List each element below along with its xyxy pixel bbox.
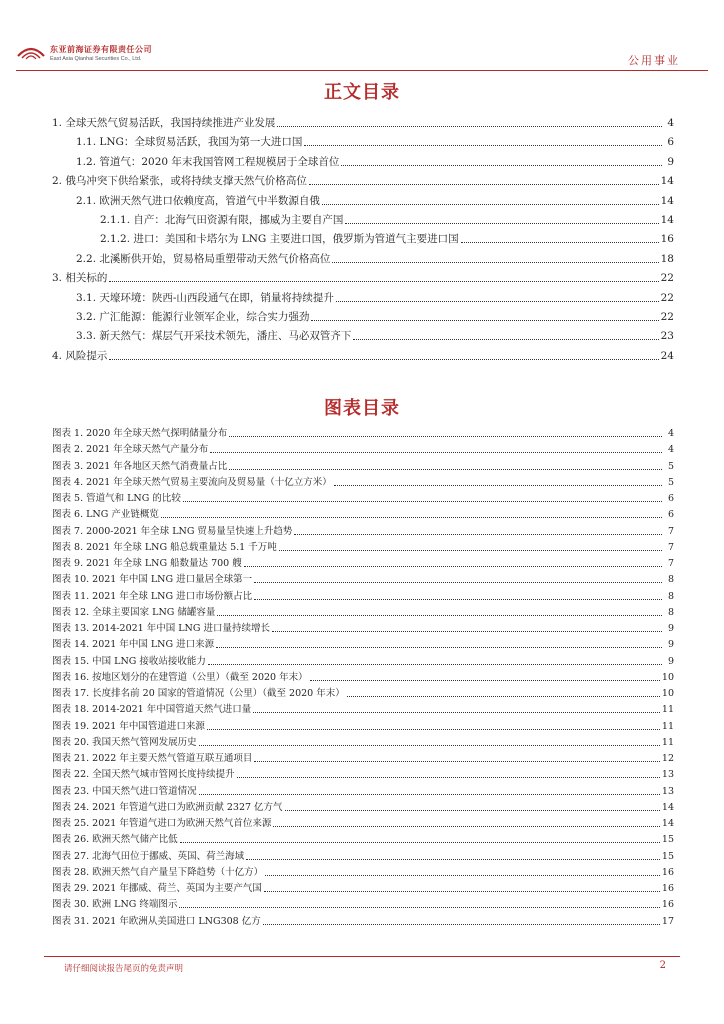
figure-entry-label: 图表 3. 2021 年各地区天然气消费量占比 <box>52 460 228 472</box>
toc-entry-page: 4 <box>667 117 674 129</box>
toc-entry-label: 2.2. 北溪断供开始，贸易格局重塑带动天然气价格高位 <box>76 252 331 265</box>
toc-entry-page: 14 <box>660 214 674 226</box>
toc-entry-label: 1.1. LNG：全球贸易活跃，我国为第一大进口国 <box>76 136 303 149</box>
figure-entry-page: 15 <box>661 850 674 862</box>
figure-leader-dots <box>237 777 660 778</box>
toc-entry-label: 2.1. 欧洲天然气进口依赖度高，管道气中半数源自俄 <box>76 194 320 207</box>
figure-entry-page: 10 <box>661 671 674 683</box>
toc-leader-dots <box>304 145 662 146</box>
toc-entry-page: 16 <box>660 233 674 246</box>
toc-entry-label: 2.1.2. 进口：美国和卡塔尔为 LNG 主要进口国，俄罗斯为管道气主要进口国 <box>100 233 459 246</box>
figure-entry-label: 图表 6. LNG 产业链概览 <box>52 509 159 521</box>
figure-leader-dots <box>264 891 660 892</box>
figure-entry-label: 图表 1. 2020 年全球天然气探明储量分布 <box>52 428 228 439</box>
toc-entry-label: 3.1. 天壕环境：陕西-山西段通气在即，销量将持续提升 <box>76 291 334 304</box>
toc-entry-page: 9 <box>667 155 674 168</box>
figure-entry-label: 图表 16. 按地区划分的在建管道（公里）（截至 2020 年末） <box>52 671 308 683</box>
toc-leader-dots <box>332 262 658 263</box>
figure-entry-page: 9 <box>667 655 674 667</box>
toc-entry-label: 2. 俄乌冲突下供给紧张，或将持续支撑天然气价格高位 <box>52 175 307 188</box>
figure-leader-dots <box>183 501 662 502</box>
toc-entry-page: 18 <box>660 252 674 265</box>
figure-entry-page: 4 <box>667 428 674 439</box>
figure-leader-dots <box>229 469 662 470</box>
figure-leader-dots <box>265 875 660 876</box>
figure-entry-page: 11 <box>661 736 674 748</box>
figure-leader-dots <box>254 582 662 583</box>
toc-entry[interactable] <box>76 190 674 208</box>
brand-name-cn: 东亚前海证券有限责任公司 <box>50 45 152 54</box>
figure-entry-page: 7 <box>667 541 674 553</box>
footer-divider <box>44 956 680 957</box>
figure-entry-label: 图表 17. 长度排名前 20 国家的管道情况（公里）（截至 2020 年末） <box>52 688 345 699</box>
figure-leader-dots <box>254 599 662 600</box>
figure-entry-label: 图表 5. 管道气和 LNG 的比较 <box>52 493 181 504</box>
figure-entry-page: 17 <box>661 915 674 927</box>
figure-entry-label: 图表 22. 全国天然气城市管网长度持续提升 <box>52 769 235 781</box>
figure-entry-label: 图表 10. 2021 年中国 LNG 进口量居全球第一 <box>52 574 253 586</box>
toc-entry[interactable] <box>76 325 674 343</box>
figure-entry-label: 图表 19. 2021 年中国管道进口来源 <box>52 720 205 732</box>
figure-entry-label: 图表 23. 中国天然气进口管道情况 <box>52 785 197 797</box>
figure-entry-page: 13 <box>661 769 674 781</box>
toc-leader-dots <box>345 223 658 224</box>
figure-entry-label: 图表 11. 2021 年全球 LNG 进口市场份额占比 <box>52 590 253 602</box>
figure-leader-dots <box>334 485 662 486</box>
figure-leader-dots <box>294 534 662 535</box>
figure-entry-page: 6 <box>667 493 674 504</box>
figure-leader-dots <box>216 647 662 648</box>
toc-entry[interactable] <box>100 228 674 246</box>
toc-entry[interactable] <box>76 151 674 169</box>
figure-leader-dots <box>199 745 660 746</box>
figure-leader-dots <box>310 680 660 681</box>
section-tag: 公用事业 <box>628 54 680 67</box>
toc-entry-page: 14 <box>660 194 674 207</box>
figure-leader-dots <box>207 729 660 730</box>
figure-leader-dots <box>217 615 662 616</box>
figure-entry-label: 图表 4. 2021 年全球天然气贸易主要流向及贸易量（十亿立方米） <box>52 476 332 488</box>
figure-entry-page: 11 <box>661 704 674 716</box>
figure-entry-label: 图表 2. 2021 年全球天然气产量分布 <box>52 444 209 456</box>
figure-entry-page: 13 <box>661 785 674 797</box>
figure-leader-dots <box>244 566 662 567</box>
toc-leader-dots <box>309 184 659 185</box>
toc-entry[interactable] <box>76 287 674 305</box>
toc-leader-dots <box>353 339 658 340</box>
page-header <box>0 0 724 72</box>
figure-entry-page: 8 <box>667 590 674 602</box>
figure-leader-dots <box>347 696 660 697</box>
toc-leader-dots <box>109 359 658 360</box>
figure-leader-dots <box>254 761 660 762</box>
figure-entry-label: 图表 8. 2021 年全球 LNG 船总载重量达 5.1 千万吨 <box>52 541 277 553</box>
figure-entry-page: 6 <box>667 509 674 521</box>
figure-entry-label: 图表 14. 2021 年中国 LNG 进口来源 <box>52 639 215 651</box>
figure-leader-dots <box>180 842 660 843</box>
figure-entry-label: 图表 18. 2014-2021 年中国管道天然气进口量 <box>52 704 252 716</box>
toc-entry-page: 24 <box>660 349 674 362</box>
toc-entry[interactable] <box>52 112 674 130</box>
figure-entry-label: 图表 12. 全球主要国家 LNG 储罐容量 <box>52 606 216 618</box>
figure-leader-dots <box>279 550 662 551</box>
figure-entry-page: 8 <box>667 606 674 618</box>
figure-leader-dots <box>161 517 662 518</box>
figure-entry-page: 5 <box>667 460 674 472</box>
figure-entry-page: 7 <box>667 525 674 537</box>
toc-entry-label: 3.3. 新天然气：煤层气开采技术领先，潘庄、马必双管齐下 <box>76 330 352 343</box>
figure-entry-label: 图表 29. 2021 年挪威、荷兰、英国为主要产气国 <box>52 883 262 894</box>
toc-leader-dots <box>461 242 659 243</box>
toc-entry-page: 6 <box>667 136 674 149</box>
figure-entry-page: 12 <box>661 753 674 764</box>
toc-leader-dots <box>109 281 658 282</box>
figure-entry-page: 16 <box>661 883 674 894</box>
toc-leader-dots <box>341 165 662 166</box>
figure-leader-dots <box>179 907 660 908</box>
toc-entry[interactable] <box>52 345 674 363</box>
figure-entry-page: 16 <box>661 866 674 878</box>
figure-leader-dots <box>263 924 660 925</box>
disclaimer-text: 请仔细阅读报告尾页的免责声明 <box>64 964 184 974</box>
figure-entry-label: 图表 28. 欧洲天然气自产量呈下降趋势（十亿方） <box>52 866 264 878</box>
toc-entry-page: 22 <box>660 311 674 323</box>
figure-leader-dots <box>272 631 662 632</box>
figure-entry-page: 8 <box>667 574 674 586</box>
toc-leader-dots <box>311 320 658 321</box>
header-divider <box>16 70 708 71</box>
toc-entry-label: 1.2. 管道气：2020 年末我国管网工程规模居于全球首位 <box>76 155 340 168</box>
company-logo-icon <box>16 40 46 62</box>
toc-entry-label: 3. 相关标的 <box>52 272 108 285</box>
toc-entry-page: 23 <box>660 330 674 343</box>
figure-entry-label: 图表 7. 2000-2021 年全球 LNG 贸易量呈快速上升趋势 <box>52 525 293 537</box>
figure-entry-page: 9 <box>667 639 674 651</box>
figure-entry-page: 11 <box>661 720 674 732</box>
figure-leader-dots <box>199 794 660 795</box>
toc-leader-dots <box>322 204 659 205</box>
figure-entry-page: 16 <box>661 899 674 911</box>
figure-entry-label: 图表 15. 中国 LNG 接收站接收能力 <box>52 655 206 667</box>
figure-entry-page: 4 <box>667 444 674 456</box>
figure-entry-label: 图表 27. 北海气田位于挪威、英国、荷兰海域 <box>52 850 245 862</box>
toc-entry[interactable] <box>76 306 674 324</box>
toc-entry[interactable] <box>52 267 674 285</box>
figure-entry-page: 15 <box>661 834 674 846</box>
toc-title: 正文目录 <box>324 82 400 103</box>
toc-entry[interactable] <box>52 170 674 188</box>
figure-entry-label: 图表 13. 2014-2021 年中国 LNG 进口量持续增长 <box>52 623 270 634</box>
figures-title: 图表目录 <box>324 398 400 419</box>
toc-leader-dots <box>336 301 659 302</box>
toc-entry-label: 1. 全球天然气贸易活跃，我国持续推进产业发展 <box>52 117 276 129</box>
figure-leader-dots <box>285 810 660 811</box>
brand-name-en: East Asia Qianhai Securities Co., Ltd. <box>50 56 142 62</box>
toc-entry[interactable] <box>100 209 674 227</box>
figure-leader-dots <box>210 452 662 453</box>
figure-entry-page: 5 <box>667 476 674 488</box>
figure-entry-page: 10 <box>661 688 674 699</box>
figure-entry-label: 图表 21. 2022 年主要天然气管道互联互通项目 <box>52 753 253 764</box>
figure-entry[interactable] <box>52 910 674 928</box>
toc-entry[interactable] <box>76 131 674 149</box>
figure-leader-dots <box>253 712 660 713</box>
figure-leader-dots <box>208 664 662 665</box>
toc-entry-label: 3.2. 广汇能源：能源行业领军企业，综合实力强劲 <box>76 311 310 323</box>
toc-entry-label: 4. 风险提示 <box>52 349 108 362</box>
figure-entry-label: 图表 30. 欧洲 LNG 终端图示 <box>52 899 178 911</box>
toc-entry[interactable] <box>76 248 674 266</box>
figure-leader-dots <box>229 436 662 437</box>
figure-entry-page: 14 <box>661 801 674 813</box>
figure-entry-label: 图表 25. 2021 年管道气进口为欧洲天然气首位来源 <box>52 818 272 829</box>
toc-entry-page: 14 <box>660 175 674 188</box>
figure-entry-page: 9 <box>667 623 674 634</box>
toc-leader-dots <box>277 126 662 127</box>
toc-entry-label: 2.1.1. 自产：北海气田资源有限，挪威为主要自产国 <box>100 214 344 226</box>
page-number: 2 <box>659 960 666 971</box>
figure-entry-label: 图表 31. 2021 年欧洲从美国进口 LNG308 亿方 <box>52 915 261 927</box>
figure-entry-label: 图表 24. 2021 年管道气进口为欧洲贡献 2327 亿方气 <box>52 801 283 813</box>
figure-leader-dots <box>246 859 660 860</box>
figure-entry-label: 图表 26. 欧洲天然气储产比低 <box>52 834 178 846</box>
figure-entry-label: 图表 9. 2021 年全球 LNG 船数量达 700 艘 <box>52 558 242 569</box>
figure-leader-dots <box>273 826 660 827</box>
figure-entry-label: 图表 20. 我国天然气管网发展历史 <box>52 736 197 748</box>
toc-entry-page: 22 <box>660 272 674 285</box>
figure-entry-page: 14 <box>661 818 674 829</box>
toc-entry-page: 22 <box>660 291 674 304</box>
figure-entry-page: 7 <box>667 558 674 569</box>
